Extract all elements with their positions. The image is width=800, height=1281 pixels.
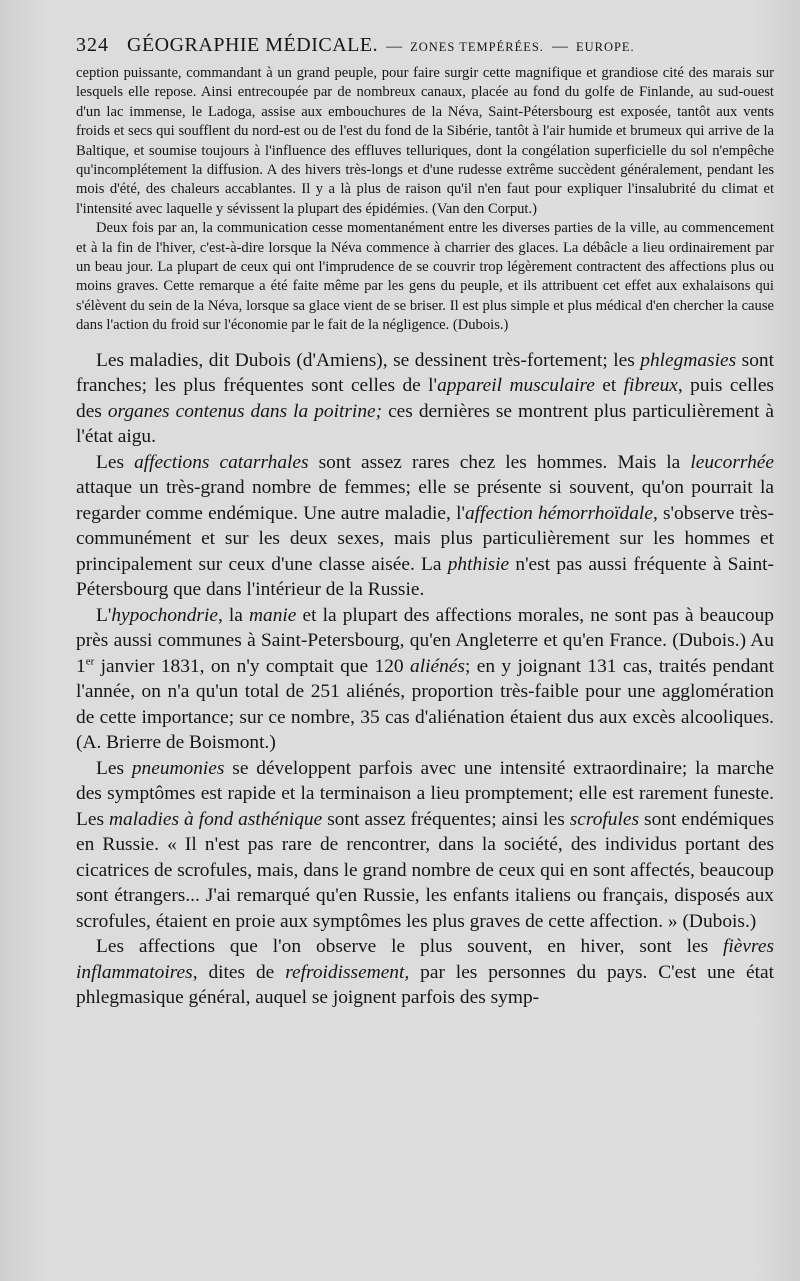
italic-term: hypochondrie [111, 604, 218, 626]
italic-term: scrofules [569, 808, 640, 830]
text-run: , s'observe très-communément et sur les deux sexes, mais plus particulièrement sur les hommes et principalement sur ceux d'une classe aisée. La [76, 502, 774, 575]
text-run: janvier 1831, on n'y comptait que 120 [94, 655, 410, 677]
superscript: er [85, 655, 95, 668]
paragraph-fievres [76, 934, 774, 1011]
text-run: et [594, 375, 624, 397]
text-run: par les personnes du pays. C'est une état phlegmasique général, auquel se joignent parfois des symp- [76, 961, 774, 1009]
header-zone: ZONES TEMPÉRÉES. [410, 40, 544, 54]
paragraph-affections-catarrhales [76, 450, 774, 603]
text-run: sont endémiques en Russie. « Il n'est pas rare de rencontrer, dans la société, des individus portant des cicatrices de scrofules, mais, dans le grand nombre de ceux qui en sont affectés, beaucoup sont étrangers... J'ai remarqué qu'en Russie, les enfants italiens ou français, disposés aux scrofules, étaient en proie aux symptômes les plus graves de cette affection. » (Dubois.) [76, 808, 774, 932]
italic-term: phlegmasies [640, 349, 737, 371]
italic-term: fibreux [623, 375, 678, 397]
page-number: 324 [76, 34, 109, 56]
italic-term: refroidissement, [285, 961, 410, 983]
italic-term: organes contenus dans la poitrine; [107, 400, 383, 422]
text-run: Les [96, 757, 132, 779]
italic-term: maladies à fond asthénique [109, 808, 323, 830]
italic-term: phthisie [447, 553, 510, 575]
paragraph-maladies [76, 348, 774, 450]
italic-term: affections catarrhales [134, 451, 309, 473]
text-run: sont franches; les plus fréquentes sont celles de l' [76, 349, 774, 397]
text-run: L' [96, 604, 112, 626]
text-run: Les maladies, dit Dubois (d'Amiens), se dessinent très-fortement; les [96, 349, 641, 371]
text-run: attaque un très-grand nombre de femmes; elle se présente si souvent, qu'on pourrait la regarder comme endémique. Une autre maladie, l' [76, 477, 774, 524]
running-title: GÉOGRAPHIE MÉDICALE. [127, 34, 379, 56]
text-run: sont assez rares chez les hommes. Mais la [308, 451, 691, 473]
italic-term: pneumonies [131, 757, 225, 779]
text-run: , dites de [192, 961, 286, 983]
text-run: sont assez fréquentes; ainsi les [322, 808, 570, 830]
italic-term: fièvres inflammatoires [76, 936, 774, 983]
small-paragraph-neva: Deux fois par an, la communication cesse momentanément entre les diverses parties de la ville, au commencement et à la fin de l'hiver, c'est-à-dire lorsque la Néva commence à charrier des glaces. La débâcle a lieu ordinairement par un beau jour. La plupart de ceux qui ont l'imprudence de se couvrir trop légèrement contractent des affections plus ou moins graves. Cette remarque a été faite même par les gens du peuple, et ils attribuent cet effet aux exhalaisons qui s'élèvent du sein de la Néva, lorsque sa glace vient de se briser. Il est plus simple et plus médical d'en chercher la cause dans l'action du froid sur l'économie par le fait de la négligence. (Dubois.) [76, 220, 774, 334]
header-dash: — [386, 38, 403, 55]
text-run: , la [217, 604, 250, 626]
paragraph-hypochondrie [76, 603, 774, 756]
text-run: , puis celles des [76, 375, 774, 422]
italic-term: appareil musculaire [437, 375, 595, 397]
text-run: et la plupart des affections morales, ne sont pas à beaucoup près aussi communes à Saint-Petersbourg, qu'en Angleterre et qu'en France. (Dubois.) Au 1 [76, 604, 774, 677]
header-region: EUROPE. [575, 40, 635, 54]
page-header [76, 34, 774, 57]
text-run: Les [96, 451, 135, 473]
small-paragraph-continued: ception puissante, commandant à un grand peuple, pour faire surgir cette magnifique et grandiose cité des marais sur lesquels elle repose. Ainsi entrecoupée par de nombreux canaux, placée au fond du golfe de Finlande, au sud-ouest d'un lac immense, le Ladoga, assise aux embouchures de la Néva, Saint-Pétersbourg est exposée, tantôt aux vents froids et secs qui soufflent du nord-est ou de l'est du fond de la Sibérie, tantôt à l'air humide et brumeux qui arrive de la Baltique, et soumise toujours à l'influence des effluves telluriques, dont la congélation superficielle du sol n'empêche qu'incomplétement la diffusion. A des hivers très-longs et d'une rudesse extrême succèdent généralement, pendant les mois d'été, des chaleurs accablantes. Il y a là plus de raison qu'il n'en faut pour expliquer l'insalubrité du climat et l'intensité avec laquelle y sévissent la plupart des épidémies. (Van den Corput.) [76, 65, 774, 217]
text-run: se développent parfois avec une intensité extraordinaire; la marche des symptômes est rapide et la terminaison a lieu promptement; elle est rarement funeste. Les [76, 757, 774, 830]
text-run: n'est pas aussi fréquente à Saint-Pétersbourg que dans l'intérieur de la Russie. [76, 553, 774, 601]
text-run: ces dernières se montrent plus particulièrement à l'état aigu. [76, 400, 774, 448]
italic-term: affection hémorrhoïdale [464, 502, 653, 524]
text-run: ; en y joignant 131 cas, traités pendant l'année, on n'a qu'un total de 251 aliénés, proportion très-faible pour une agglomération de cette importance; sur ce nombre, 35 cas d'aliénation étaient dus aux excès alcooliques. (A. Brierre de Boismont.) [76, 655, 775, 754]
italic-term: manie [249, 604, 297, 626]
text-run: Les affections que l'on observe le plus souvent, en hiver, sont les [96, 936, 724, 958]
header-dash: — [551, 38, 568, 55]
italic-term: leucorrhée [690, 451, 774, 473]
paragraph-pneumonies [76, 756, 774, 935]
italic-term: aliénés [410, 655, 465, 677]
